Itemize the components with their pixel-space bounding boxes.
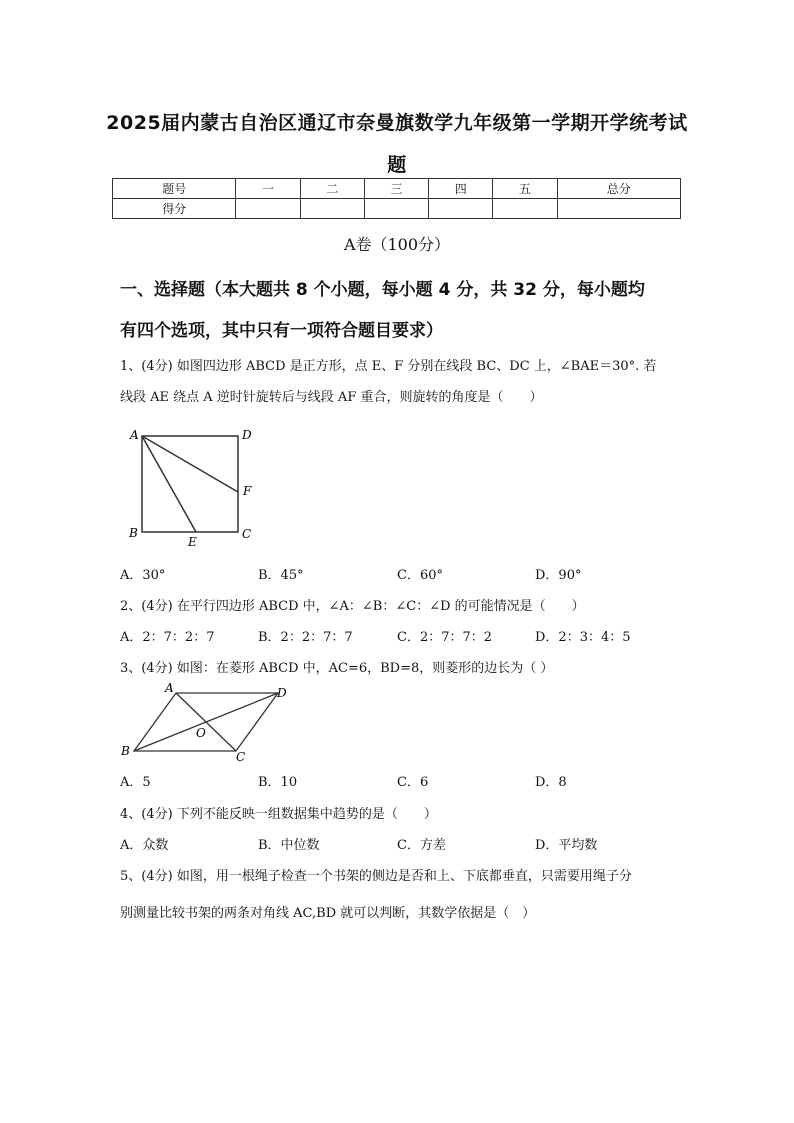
q3-options [120, 771, 720, 789]
score-header-cell: 三 [364, 179, 428, 199]
score-header-cell: 五 [493, 179, 557, 199]
q2-options [120, 626, 720, 644]
q2-option-c: C．2：7：7：2 [397, 630, 493, 645]
score-header-cell: 总分 [557, 179, 680, 199]
label-c: C [242, 527, 252, 541]
q4-options [120, 834, 720, 852]
score-cell [300, 199, 364, 219]
q4-option-a: A．众数 [120, 838, 169, 853]
q3-text-line1: 3、(4分) 如图：在菱形 ABCD 中，AC=6，BD=8，则菱形的边长为（ ） [120, 661, 554, 676]
q2-option-b: B．2：2：7：7 [258, 630, 353, 645]
label-c: C [236, 750, 246, 764]
score-cell [429, 199, 493, 219]
q5-text-line2: 别测量比较书架的两条对角线 AC,BD 就可以判断，其数学依据是（ ） [120, 906, 536, 921]
score-cell [493, 199, 557, 219]
score-row-label: 得分 [113, 199, 236, 219]
q1-square-figure [126, 424, 276, 554]
label-b: B [129, 526, 138, 540]
q4-option-d: D．平均数 [535, 838, 598, 853]
q1-text-line1: 1、(4分) 如图四边形 ABCD 是正方形，点 E、F 分别在线段 BC、DC 上，∠BAE＝30°. 若 [120, 359, 657, 374]
exam-title-line2: 题 [387, 154, 407, 176]
label-e: E [188, 535, 197, 549]
score-table-score-row [113, 199, 681, 219]
score-header-cell: 四 [429, 179, 493, 199]
q2-option-a: A．2：7：2：7 [120, 630, 215, 645]
q1-option-a: A．30° [120, 568, 166, 583]
q2-text-line1: 2、(4分) 在平行四边形 ABCD 中，∠A：∠B：∠C：∠D 的可能情况是（ ） [120, 599, 585, 614]
label-d: D [242, 428, 252, 442]
q4-option-c: C．方差 [397, 838, 446, 853]
q1-options [120, 564, 720, 582]
q3-option-d: D．8 [535, 775, 567, 790]
segment-ae [142, 436, 196, 532]
label-a: A [130, 428, 139, 442]
label-b: B [121, 744, 130, 758]
score-table-header-row [113, 179, 681, 199]
q2-option-d: D．2：3：4：5 [535, 630, 631, 645]
score-cell [236, 199, 300, 219]
q3-option-a: A．5 [120, 775, 151, 790]
q3-option-c: C．6 [397, 775, 429, 790]
q4-option-b: B．中位数 [258, 838, 320, 853]
q3-rhombus-figure [116, 680, 296, 764]
score-cell [557, 199, 680, 219]
section1-heading-line2: 有四个选项，其中只有一项符合题目要求） [120, 321, 443, 341]
label-d: D [277, 686, 287, 700]
exam-title-line1: 2025届内蒙古自治区通辽市奈曼旗数学九年级第一学期开学统考试 [106, 112, 688, 134]
q3-option-b: B．10 [258, 775, 298, 790]
q1-option-b: B．45° [258, 568, 304, 583]
q1-text-line2: 线段 AE 绕点 A 逆时针旋转后与线段 AF 重合，则旋转的角度是（ ） [120, 390, 543, 405]
segment-af [142, 436, 238, 492]
score-header-cell: 题号 [113, 179, 236, 199]
q1-option-c: C．60° [397, 568, 443, 583]
label-f: F [243, 484, 252, 498]
section-a-label: A卷（100分） [343, 235, 451, 254]
score-header-cell: 一 [236, 179, 300, 199]
q5-text-line1: 5、(4分) 如图，用一根绳子检查一个书架的侧边是否和上、下底都垂直，只需要用绳子分 [120, 869, 632, 884]
section1-heading-line1: 一、选择题（本大题共 8 个小题，每小题 4 分，共 32 分，每小题均 [120, 280, 645, 300]
q4-text-line1: 4、(4分) 下列不能反映一组数据集中趋势的是（ ） [120, 807, 437, 822]
q1-option-d: D．90° [535, 568, 582, 583]
score-header-cell: 二 [300, 179, 364, 199]
score-table [112, 178, 681, 219]
label-a: A [165, 681, 174, 695]
label-o: O [196, 726, 206, 740]
score-cell [364, 199, 428, 219]
